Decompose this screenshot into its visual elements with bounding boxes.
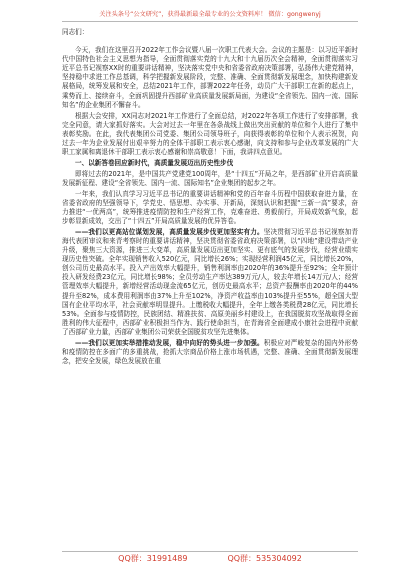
section-heading-1: 一、以新答卷回应新时代，高质量发展迈出历史性步伐 [75, 158, 234, 167]
footer-qq-group-2: QQ群：535304092 [227, 554, 302, 563]
paragraph-achievements [62, 228, 358, 337]
paragraph-measures [62, 339, 358, 366]
paragraph-year-review: 一年来，我们认真学习习近平总书记的重要讲话精神和党的百年奋斗历程中国获取奋进力量，在省委省政府的坚强领导下，学党史、悟思想、办实事、开新局，深刻认识和把握“三新一高”要求，奋力推进“一优两高”，统筹推进疫情防控和生产经营工作，克难奋进、勇毅前行，开局成效新气象，起步彰显新成效，交出了“十四五”开局高质量发展的优异答卷。 [62, 189, 358, 225]
paragraph-opening: 今天，我们在这里召开2022年工作会议暨八届一次职工代表大会。会议的主题是：以习近平新时代中国特色社会主义思想为指导，全面贯彻落实党的十九大和十九届历次全会精神，全面贯彻落实习近平总书记视察XX时的重要讲话精神，坚决落实党中央和省委省政府决策部署，弘扬伟大建党精神，坚持稳中求进工作总基调，科学把握新发展阶段，完整、准确、全面贯彻新发展理念，加快构建新发展格局，统筹发展和安全，总结2021年工作，部署2022年任务，动员广大干部职工在新的起点上，乘势而上、接续奋斗，全面巩固提升西部矿业高质量发展新局面，为建设“全省领先、国内一流、国际知名”的企业集团不懈奋斗。 [62, 46, 358, 109]
lead-statement-2: ——我们以更加实举措推动发展，稳中向好的势头进一步加强。 [75, 338, 264, 347]
lead-statement-1: ——我们以更高站位谋划发展，高质量发展步伐更加坚实有力。 [75, 227, 264, 236]
paragraph-agenda: 根据大会安排，XX同志对2021年工作进行了全面总结，对2022年各项工作进行了安排部署，我完全同意，请大家抓好落实。大会对过去一年里在各条战线上做出突出贡献的单位和个人进行了集中表彰奖励。在此，我代表集团公司党委、集团公司领导班子，向获得表彰的单位和个人表示祝贺，向过去一年为企业发展付出艰辛努力的全体干部职工表示衷心感谢，向支持和参与企业改革发展的广大职工家属和离退休干部职工表示衷心感谢和崇高敬意！下面，我讲四点意见。 [62, 111, 358, 156]
paragraph-achievements-text: 坚决贯彻习近平总书记视察加青海代表团审议和来青考察时的重要讲话精神，坚决贯彻省委省政府决策部署，以“四地”建设带动产业升级，聚焦三大资源，推进三大变革，高质量发展迈出更加坚实、更有底气的发展步伐，经营业绩实现历史性突破。全年实现销售收入520亿元，同比增长26%；实现经营利润45亿元，同比增长20%，创公司历史最高水平。投入产出效率大幅提升，销售利润率由2020年的36%提升至92%；全年预计投入研发经费23亿元，同比增长98%；全员劳动生产率达389万元/人，较去年增长14万元/人；经营管理效率大幅提升，新增经营活动现金流65亿元，创历史最高水平；总资产报酬率由2020年的44%提升至82%，成本费用利润率由37%上升至102%，净资产收益率由103%提升至55%，超全国大型国有企业平均水平，社会贡献率明显提升。上缴税收大幅提升，全年上缴各类税费28亿元，同比增长53%。全面参与疫情防控，民族团结、精准扶贫、高原美丽乡村建设上，在我国脱贫攻坚战取得全面胜利的伟大征程中，西部矿业积极担当作为、践行使命担当，在青海省全面建成小康社会进程中贡献了西部矿业力量，西部矿业集团公司荣获全国脱贫攻坚先进集体。 [62, 227, 359, 336]
document-body [62, 28, 358, 368]
footer-qq-group-1: QQ群：31991489 [118, 554, 188, 563]
header-banner: 关注头条号“公文研究”，获得最新最全最专业的公文资料库！ 微信：gongwenyj [62, 8, 358, 22]
paragraph-measures-text: 积极应对严峻复杂的国内外形势和疫情防控在多面广的多重挑战，抢抓大宗商品价格上涨市场机遇，完整、准确、全面贯彻新发展理念，把安全发展，绿色发展放在重 [62, 338, 359, 365]
footer-banner [62, 551, 358, 566]
paragraph-year-context: 即将过去的2021年，是中国共产党建党100周年，是“十四五”开局之年，是西部矿业开启高质量发展新征程、建设“全省领先、国内一流、国际知名”企业集团的起步之年。 [62, 169, 358, 187]
greeting: 同志们： [62, 28, 89, 36]
